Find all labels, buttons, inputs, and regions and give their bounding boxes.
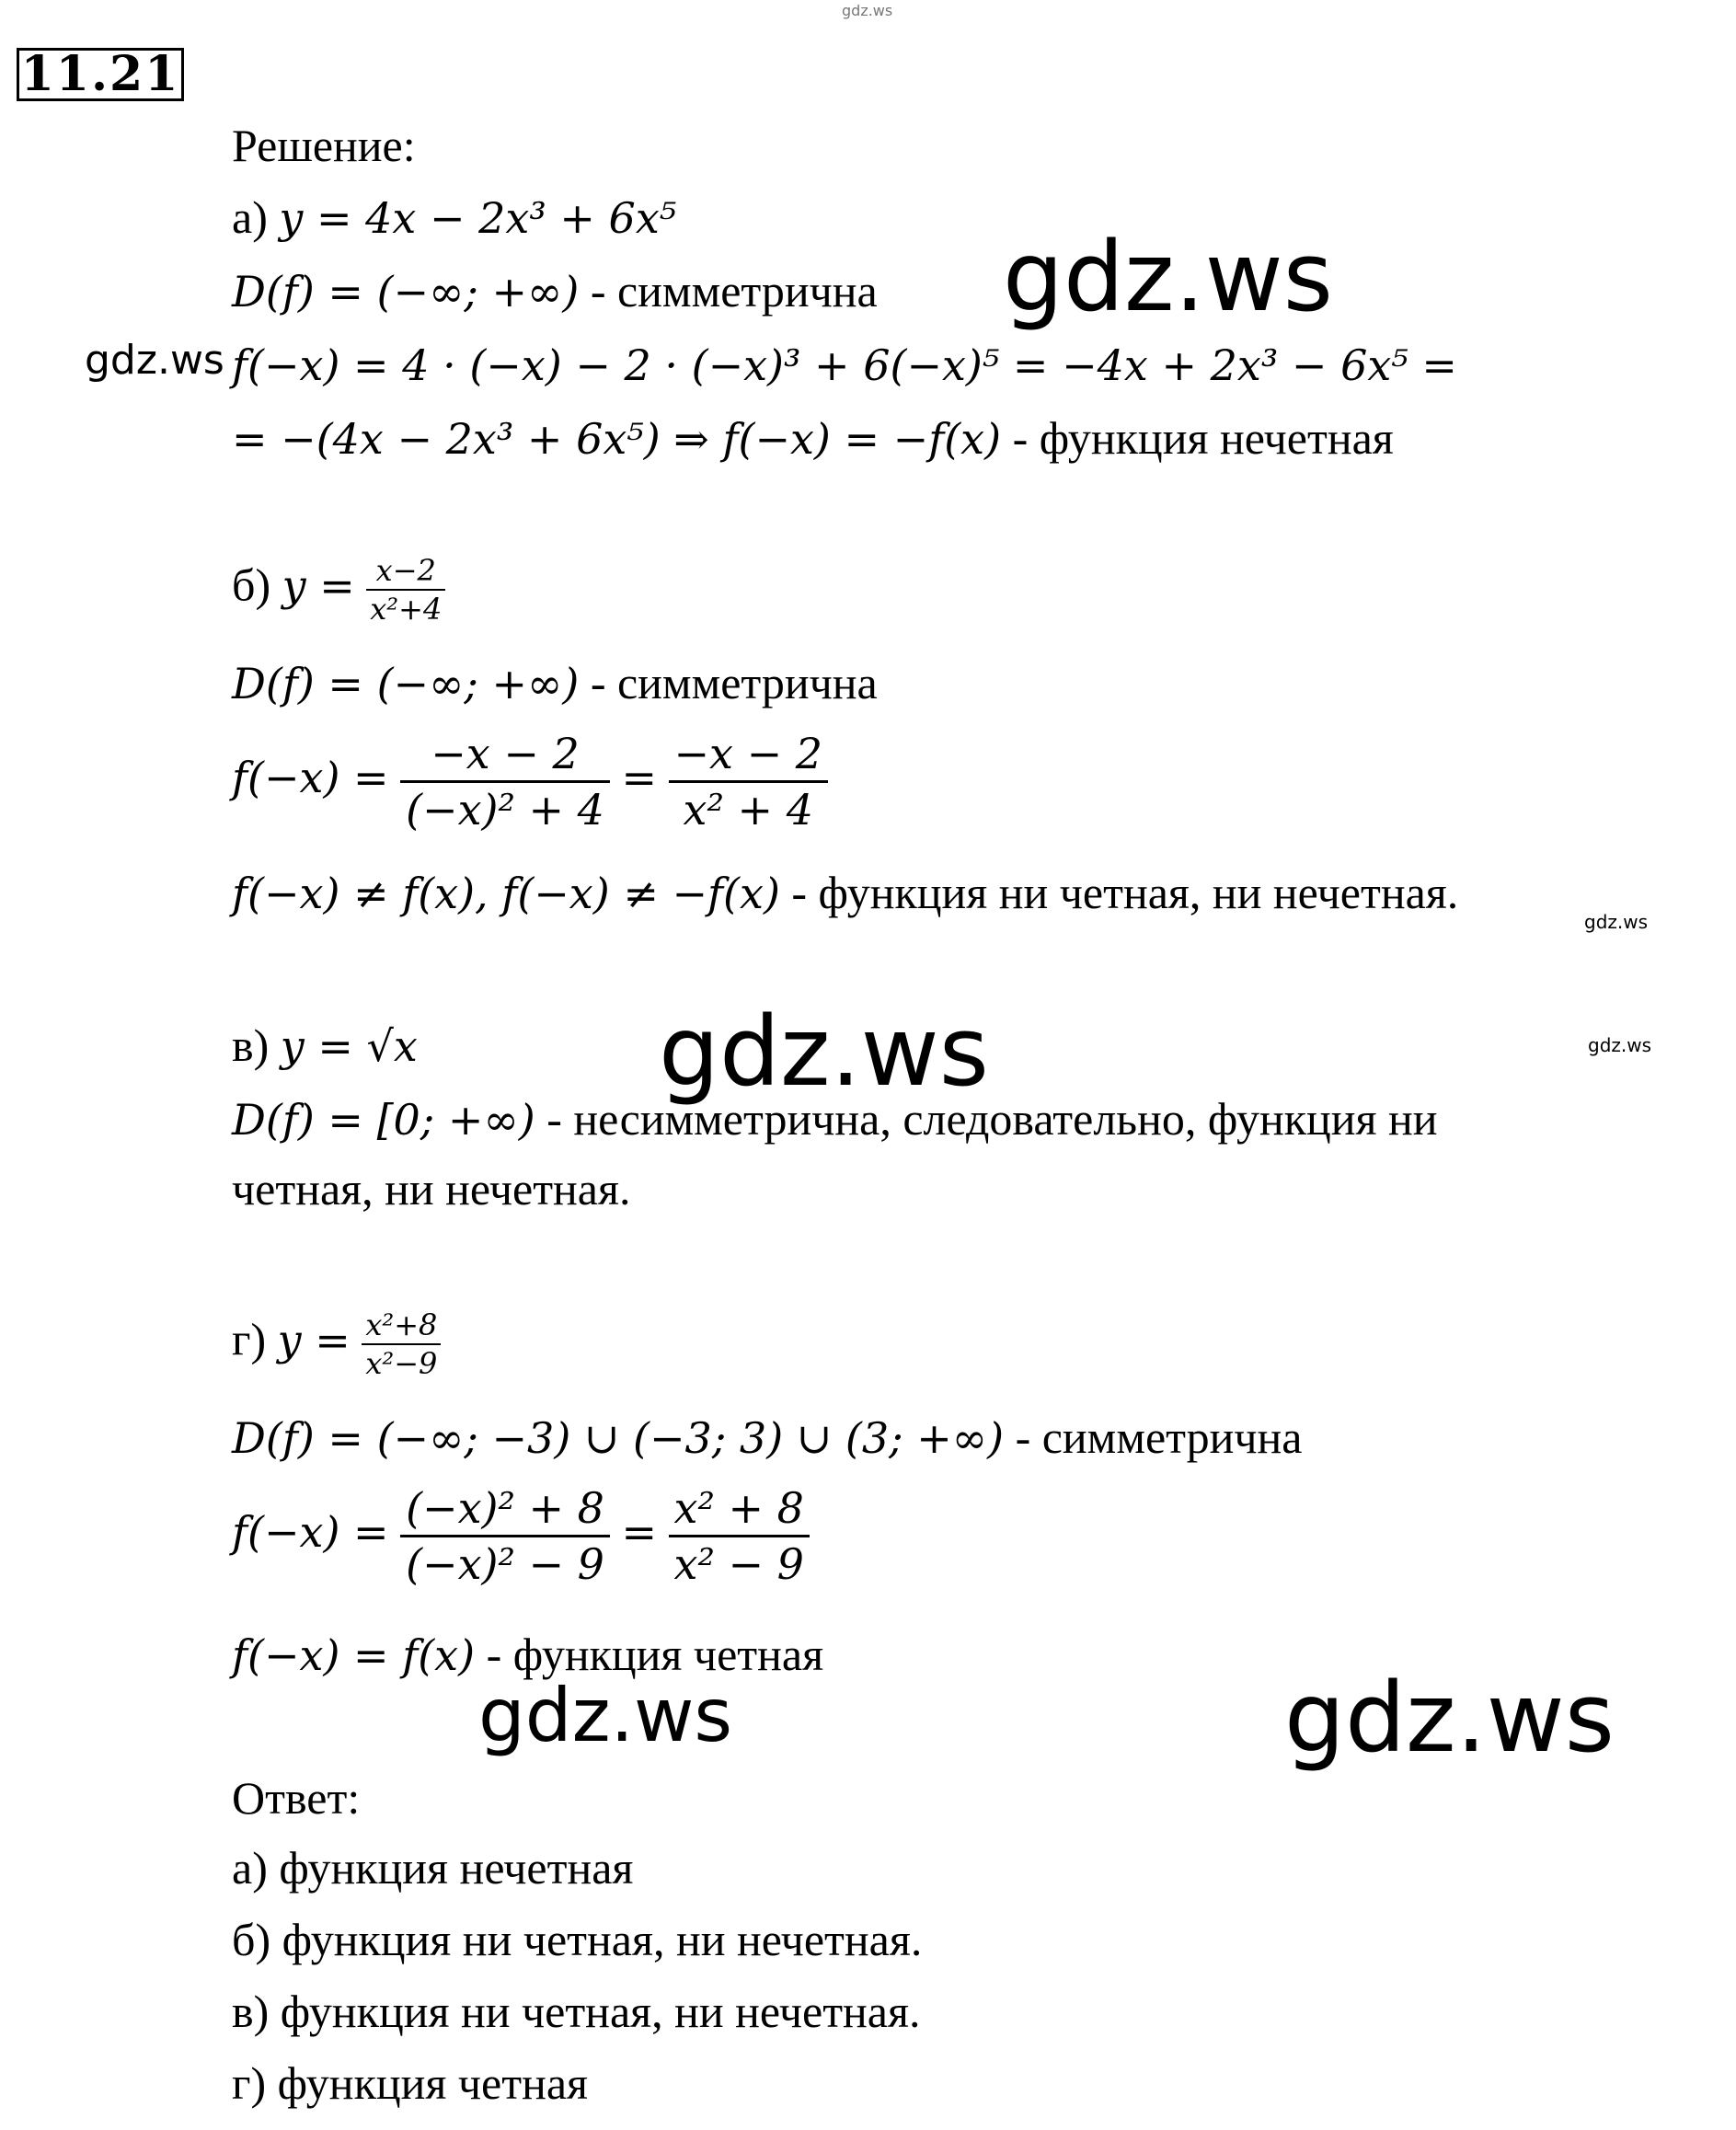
answer-item-v: в) функция ни четная, ни нечетная.: [232, 1986, 921, 2037]
part-a-calc-line1: [232, 337, 1457, 393]
answer-label: Ответ:: [232, 1772, 361, 1824]
watermark-medium-left: gdz.ws: [85, 337, 224, 384]
part-g-calc-fraction-1: [400, 1481, 610, 1591]
fraction-numerator: x−2: [366, 552, 445, 591]
part-a-calc1: f(−x) = 4 · (−x) − 2 · (−x)³ + 6(−x)⁵ = −4x + 2x³ − 6x⁵ =: [232, 340, 1457, 390]
part-b-calc-fraction-1: [400, 727, 610, 836]
part-b-function-line: [232, 552, 445, 627]
fraction-numerator: x²+8: [362, 1307, 441, 1345]
watermark-small-1: gdz.ws: [1584, 911, 1649, 933]
part-b-domain-note: - симметрична: [590, 657, 878, 708]
part-g-conclusion: - функция четная: [486, 1629, 824, 1680]
part-g-calc-lhs: f(−x) =: [232, 1506, 389, 1557]
fraction-denominator: x²+4: [370, 592, 443, 627]
fraction-numerator: (−x)² + 8: [400, 1481, 610, 1537]
part-a-domain-note: - симметрична: [590, 265, 878, 317]
fraction-denominator: x² − 9: [673, 1539, 804, 1589]
watermark-large-4: gdz.ws: [1284, 1662, 1615, 1774]
answer-item-b: б) функция ни четная, ни нечетная.: [232, 1914, 923, 1965]
part-v-domain-note: - несимметрична, следовательно, функция ни: [546, 1093, 1438, 1145]
part-b-function-fraction: [366, 552, 445, 627]
watermark-large-2: gdz.ws: [659, 996, 989, 1108]
part-v-function: y = √x: [280, 1021, 418, 1071]
solution-label: Решение:: [232, 120, 416, 171]
part-v-function-line: [232, 1018, 418, 1074]
part-a-domain-line: [232, 263, 878, 319]
part-g-function-lhs: y =: [277, 1315, 351, 1365]
part-a-function-line: [232, 190, 676, 246]
watermark-large-1: gdz.ws: [1003, 221, 1333, 333]
part-g-calc-line: f(−x) = $\frac{\text{(−x)² + 8}}{\text{(−x)² − 9}}$ = $\frac{\text{x² + 8}}{\text{x² − 9}}$: [232, 1481, 810, 1591]
answer-item-a: а) функция нечетная: [232, 1842, 634, 1894]
part-g-domain: D(f) = (−∞; −3) ∪ (−3; 3) ∪ (3; +∞): [232, 1413, 1005, 1463]
fraction-denominator: x² + 4: [683, 785, 813, 835]
part-b-domain: D(f) = (−∞; +∞): [232, 659, 580, 708]
fraction-denominator: x²−9: [365, 1346, 438, 1381]
part-b-function-lhs: y =: [282, 560, 355, 611]
part-a-domain: D(f) = (−∞; +∞): [232, 267, 580, 317]
part-a-calc-line2: [232, 410, 1394, 466]
part-g-domain-note: - симметрична: [1015, 1411, 1303, 1463]
part-a-conclusion: - функция нечетная: [1012, 412, 1394, 464]
part-b-label: б): [232, 558, 271, 611]
fraction-numerator: x² + 8: [669, 1481, 810, 1537]
watermark-small-2: gdz.ws: [1588, 1034, 1652, 1056]
part-v-domain-note-2: четная, ни нечетная.: [232, 1163, 631, 1215]
part-a-function: y = 4x − 2x³ + 6x⁵: [279, 193, 677, 243]
part-b-inequality: f(−x) ≠ f(x), f(−x) ≠ −f(x): [232, 869, 780, 918]
part-g-calc-fraction-2: [669, 1481, 810, 1591]
problem-number: 11.21: [17, 48, 184, 101]
watermark-top: gdz.ws: [842, 2, 893, 19]
fraction-denominator: (−x)² − 9: [406, 1539, 604, 1589]
part-v-domain: D(f) = [0; +∞): [232, 1095, 535, 1145]
fraction-numerator: −x − 2: [669, 727, 829, 783]
watermark-large-3: gdz.ws: [478, 1673, 733, 1758]
part-b-conclusion: - функция ни четная, ни нечетная.: [791, 867, 1459, 918]
part-b-domain-line: [232, 655, 878, 711]
part-a-calc2: = −(4x − 2x³ + 6x⁵) ⇒ f(−x) = −f(x): [232, 414, 1002, 464]
part-b-calc-line: f(−x) = $\frac{-x - 2}{\text{(−x)² + 4}}$ = $\frac{-x - 2}{\text{x² + 4}}$: [232, 727, 828, 836]
answer-item-g: г) функция четная: [232, 2057, 589, 2109]
part-b-calc-fraction-2: [669, 727, 829, 836]
part-g-domain-line: [232, 1410, 1302, 1466]
part-g-label: г): [232, 1313, 267, 1365]
part-g-function-line: [232, 1307, 441, 1382]
part-v-label: в): [232, 1019, 270, 1071]
part-g-equality: f(−x) = f(x): [232, 1630, 476, 1680]
part-g-function-fraction: [362, 1307, 441, 1382]
part-b-calc-lhs: f(−x) =: [232, 752, 389, 802]
fraction-denominator: (−x)² + 4: [406, 785, 604, 835]
part-b-conclusion-line: [232, 865, 1458, 921]
fraction-numerator: −x − 2: [400, 727, 610, 783]
part-a-label: а): [232, 191, 268, 243]
